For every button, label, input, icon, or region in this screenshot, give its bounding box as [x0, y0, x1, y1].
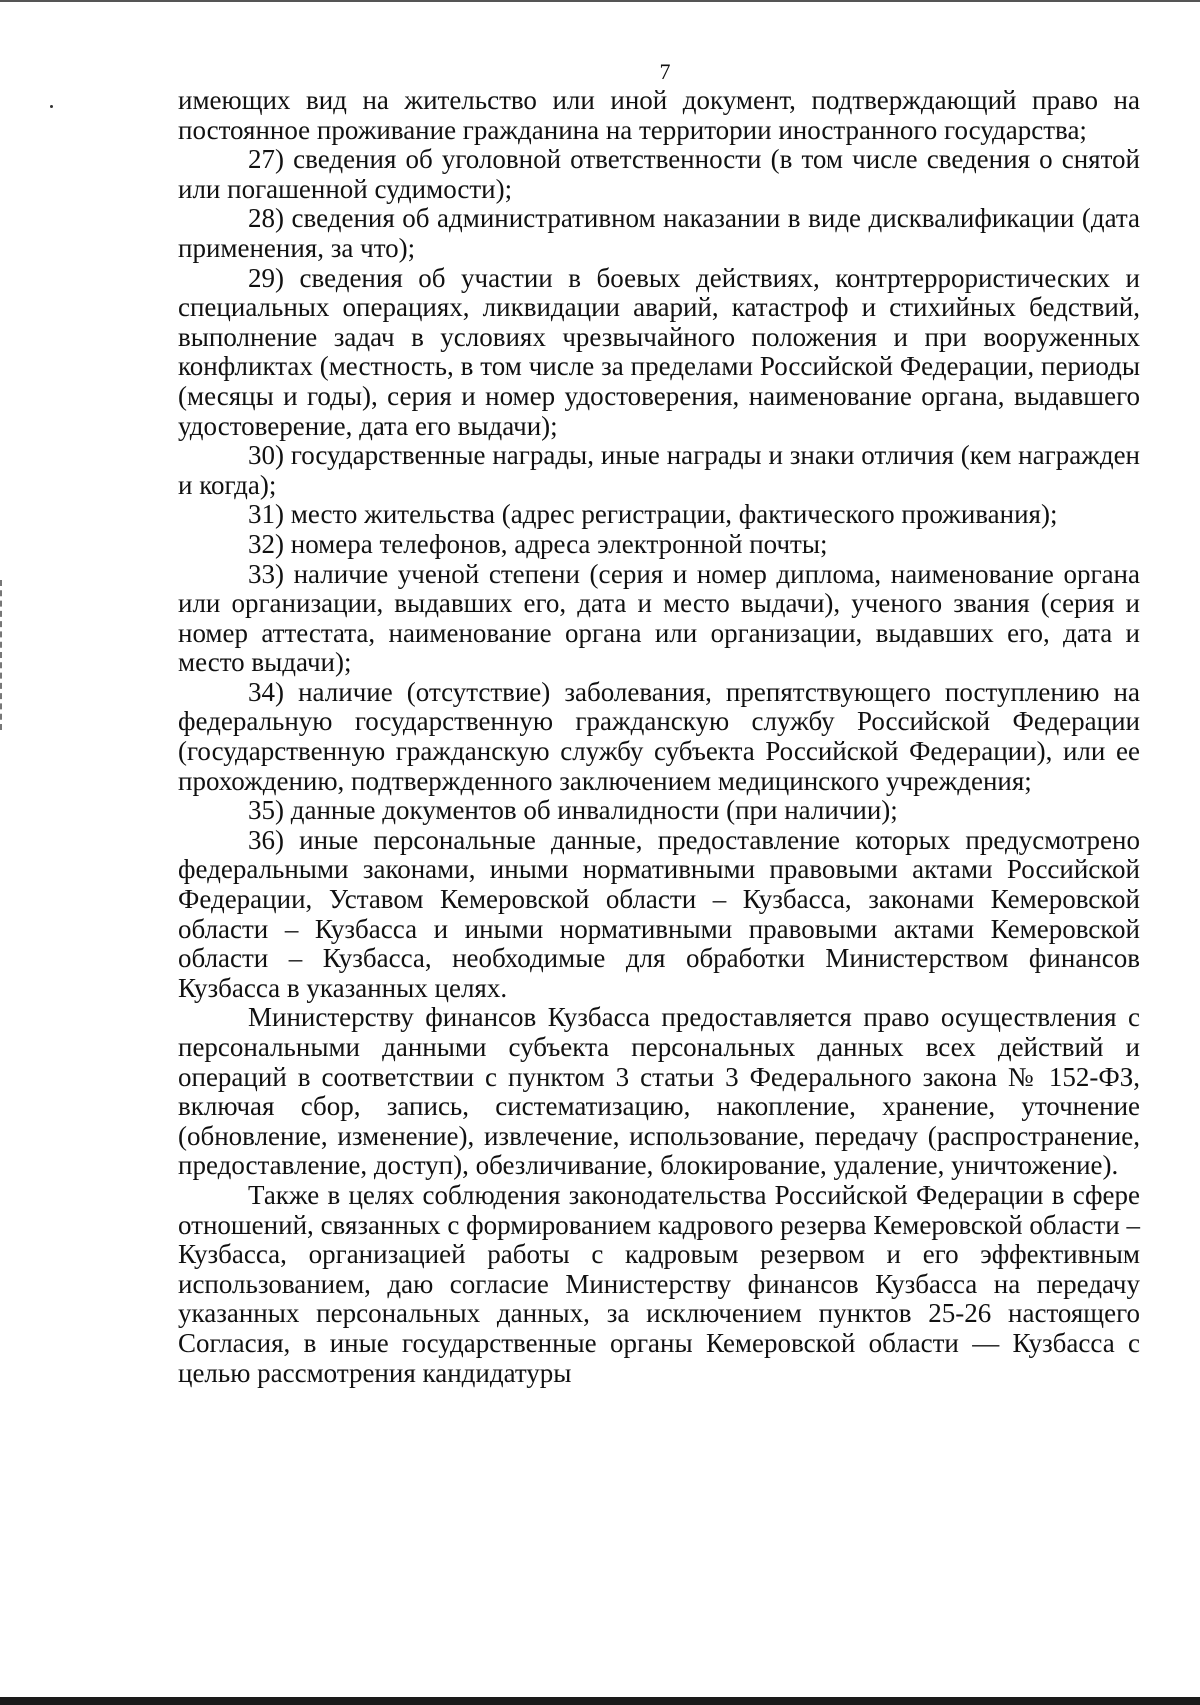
- page-number: 7: [659, 59, 671, 84]
- list-item-29: 29) сведения об участии в боевых действиях, контртеррористических и специальных операциях, ликвидации аварий, катастроф и стихийных бедствий, выполнение задач в условиях чрезвычайного положения и при вооруженных конфликтах (местность, в том числе за пределами Российской Федерации, периоды (месяцы и годы), серия и номер удостоверения, наименование органа, выдавшего удостоверение, дата его выдачи);: [178, 262, 1140, 441]
- document-body: [178, 86, 1140, 1388]
- scan-top-edge: [0, 0, 1200, 2]
- list-item-33: 33) наличие ученой степени (серия и номер диплома, наименование органа или организации, выдавших его, дата и место выдачи), ученого звания (серия и номер аттестата, наименование органа или организации, выдавших его, дата и место выдачи);: [178, 558, 1140, 678]
- paragraph-ministry-rights: Министерству финансов Кузбасса предоставляется право осуществления с персональными данными субъекта персональных данных всех действий и операций в соответствии с пунктом 3 статьи 3 Федерального закона № 152-ФЗ, включая сбор, запись, систематизацию, накопление, хранение, уточнение (обновление, изменение), извлечение, использование, передачу (распространение, предоставление, доступ), обезличивание, блокирование, удаление, уничтожение).: [178, 1002, 1140, 1181]
- scan-bottom-edge: [0, 1697, 1200, 1705]
- list-item-35: 35) данные документов об инвалидности (при наличии);: [248, 795, 898, 826]
- list-item-27: 27) сведения об уголовной ответственности (в том числе сведения о снятой или погашенной судимости);: [178, 144, 1140, 204]
- paragraph-continuation: имеющих вид на жительство или иной документ, подтверждающий право на постоянное проживание гражданина на территории иностранного государства;: [178, 85, 1140, 145]
- list-item-28: 28) сведения об административном наказании в виде дисквалификации (дата применения, за что);: [178, 203, 1140, 263]
- paragraph-consent-transfer: Также в целях соблюдения законодательства Российской Федерации в сфере отношений, связанных с формированием кадрового резерва Кемеровской области – Кузбасса, организацией работы с кадровым резервом и его эффективным использованием, даю согласие Министерству финансов Кузбасса на передачу указанных персональных данных, за исключением пунктов 25-26 настоящего Согласия, в иные государственные органы Кемеровской области — Кузбасса с целью рассмотрения кандидатуры: [178, 1179, 1140, 1388]
- scan-speck: [50, 105, 53, 108]
- list-item-30: 30) государственные награды, иные награды и знаки отличия (кем награжден и когда);: [178, 440, 1140, 500]
- list-item-36: 36) иные персональные данные, предоставление которых предусмотрено федеральными законами, иными нормативными правовыми актами Российской Федерации, Уставом Кемеровской области – Кузбасса, законами Кемеровской области – Кузбасса и иными нормативными правовыми актами Кемеровской области – Кузбасса, необходимые для обработки Министерством финансов Кузбасса в указанных целях.: [178, 824, 1140, 1003]
- list-item-32: 32) номера телефонов, адреса электронной почты;: [248, 528, 828, 559]
- list-item-31: 31) место жительства (адрес регистрации, фактического проживания);: [248, 499, 1058, 530]
- scan-binding-marks: [0, 580, 5, 730]
- list-item-34: 34) наличие (отсутствие) заболевания, препятствующего поступлению на федеральную государственную гражданскую службу Российской Федерации (государственную гражданскую службу субъекта Российской Федерации), или ее прохождению, подтвержденного заключением медицинского учреждения;: [178, 676, 1140, 796]
